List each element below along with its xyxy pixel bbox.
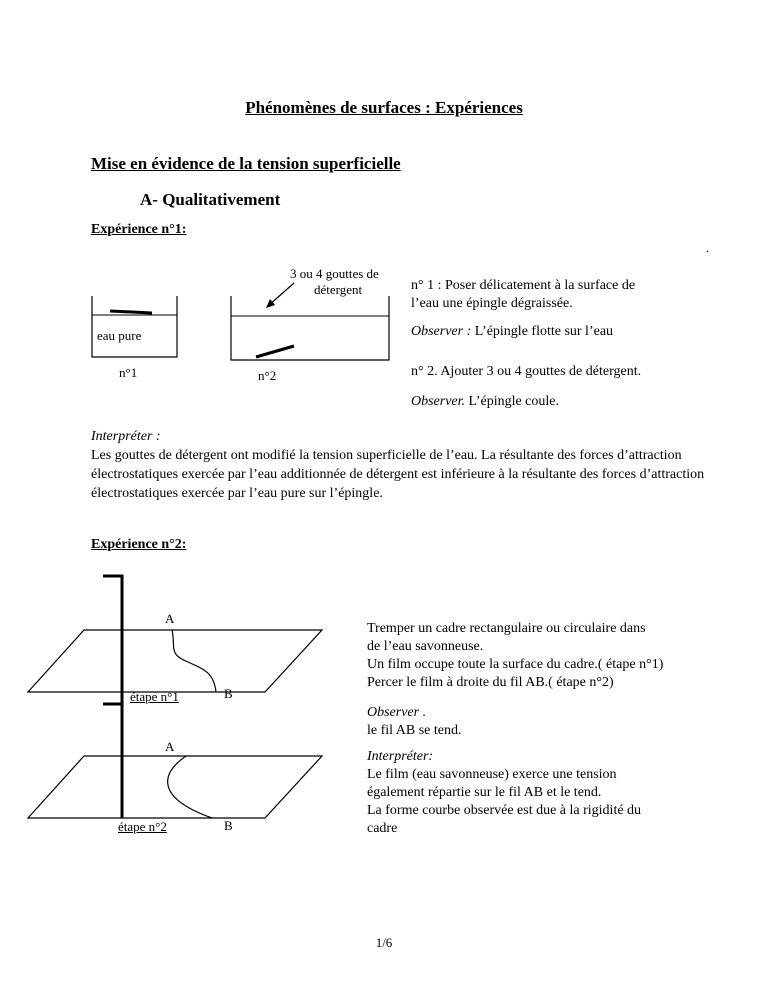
experiment-2-heading: Expérience n°2:: [91, 537, 187, 552]
interpretation-1: [91, 427, 731, 503]
exp2-interpret-label: Interpréter:: [367, 749, 434, 764]
exp2-line4: Percer le film à droite du fil AB.( étape n°2): [367, 675, 614, 690]
stage-2-label: étape n°2: [118, 819, 167, 834]
page-title: Phénomènes de surfaces : Expériences: [245, 98, 523, 117]
exp2-interpret-line1: Le film (eau savonneuse) exerce une tension: [367, 767, 617, 782]
beaker-1-diagram: [92, 296, 177, 357]
subsection-heading: A- Qualitativement: [140, 190, 281, 209]
drops-label-line1: 3 ou 4 gouttes de: [290, 266, 379, 281]
step-1-line2: l’eau une épingle dégraissée.: [411, 296, 573, 311]
drops-label-line2: détergent: [314, 282, 363, 297]
stage-1-label: étape n°1: [130, 689, 179, 704]
exp2-line1: Tremper un cadre rectangulaire ou circulaire dans: [367, 621, 646, 636]
observe-2: [411, 392, 559, 411]
exp2-interpret-line2: également répartie sur le fil AB et le tend.: [367, 785, 602, 800]
stray-dot: .: [706, 241, 709, 255]
step-1-line1: n° 1 : Poser délicatement à la surface de: [411, 278, 636, 293]
beaker-2-label: n°2: [258, 368, 277, 383]
page-number: 1/6: [375, 935, 393, 950]
beaker-2-diagram: [231, 283, 389, 360]
exp2-interpret-line3: La forme courbe observée est due à la rigidité du: [367, 803, 642, 818]
beaker-1-label: n°1: [119, 365, 138, 380]
frame-stage-2-diagram: [28, 704, 322, 818]
interpret-1-label: Interpréter :: [91, 429, 161, 444]
observe-1-label: Observer :: [411, 324, 472, 339]
observe-1: [411, 322, 613, 341]
exp2-line3: Un film occupe toute la surface du cadre.( étape n°1): [367, 657, 664, 672]
exp2-interpret-line4: cadre: [367, 821, 398, 836]
pin-floating: [110, 311, 152, 313]
exp2-observe-label: Observer .: [367, 705, 427, 720]
interpret-1-text: Les gouttes de détergent ont modifié la tension superficielle de l’eau. La résultante des forces d’attraction électrostatiques exercée par l’eau additionnée de détergent est inférieure à la résultante des forces d’attraction électrostatiques exercée par l’eau pure sur l’épingle.: [91, 448, 705, 501]
section-heading: Mise en évidence de la tension superficielle: [91, 154, 401, 173]
pin-sunk: [256, 346, 294, 357]
step-2: n° 2. Ajouter 3 ou 4 gouttes de détergent.: [411, 364, 642, 379]
observe-1-text: L’épingle flotte sur l’eau: [471, 324, 614, 339]
water-label: eau pure: [97, 328, 142, 343]
point-a-stage-2: A: [165, 739, 175, 754]
observe-2-text: L’épingle coule.: [465, 394, 559, 409]
point-b-stage-2: B: [224, 818, 233, 833]
point-b-stage-1: B: [224, 686, 233, 701]
frame-stage-1-diagram: [28, 576, 322, 704]
exp2-line2: de l’eau savonneuse.: [367, 639, 484, 654]
point-a-stage-1: A: [165, 611, 175, 626]
exp2-observe-text: le fil AB se tend.: [367, 723, 462, 738]
observe-2-label: Observer.: [411, 394, 466, 409]
experiment-1-heading: Expérience n°1:: [91, 222, 187, 237]
